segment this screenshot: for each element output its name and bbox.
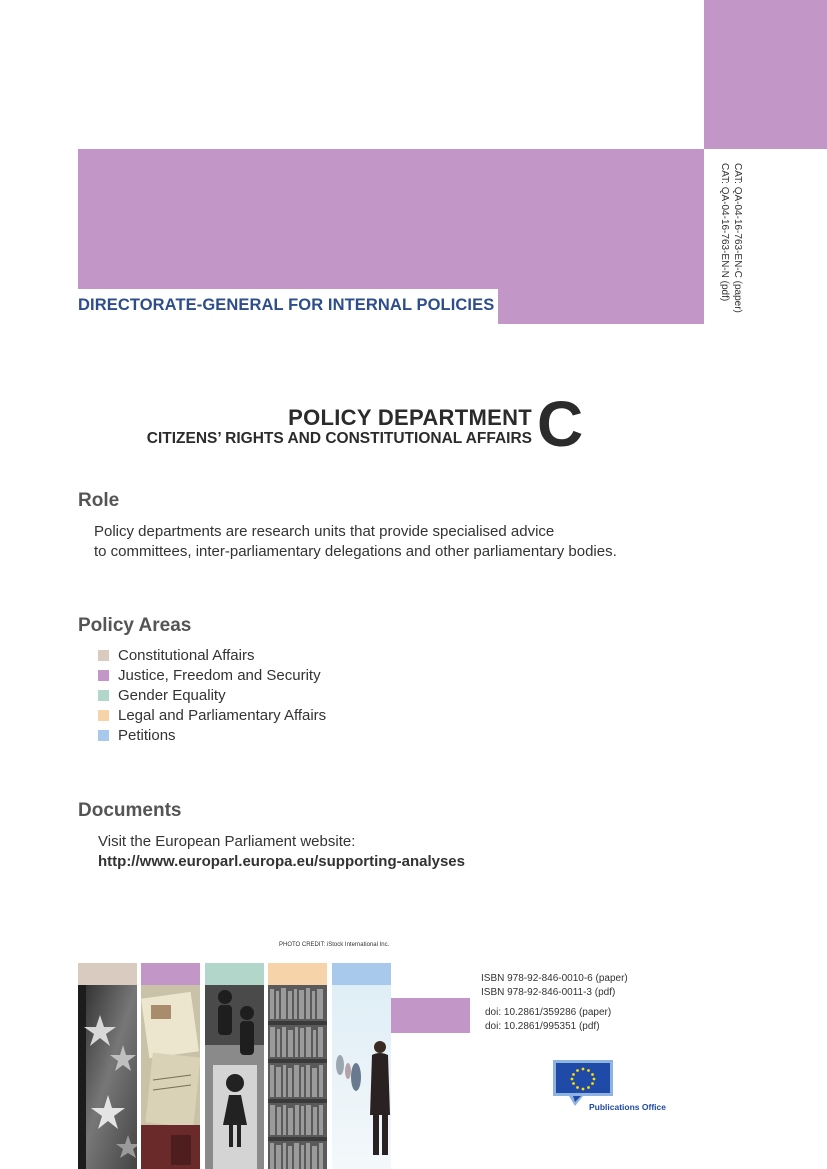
doi-paper: doi: 10.2861/359286 (paper) [485, 1007, 612, 1018]
identifier-accent-block [391, 998, 470, 1033]
policy-area-item [98, 726, 326, 746]
color-square-icon [98, 690, 109, 701]
documents-intro: Visit the European Parliament website: [98, 833, 356, 850]
crowd-photo [332, 985, 391, 1169]
policy-area-label: Justice, Freedom and Security [118, 667, 321, 684]
policy-area-item [98, 646, 326, 666]
doi-pdf: doi: 10.2861/995351 (pdf) [485, 1020, 600, 1032]
role-description [94, 522, 694, 562]
policy-area-label: Legal and Parliamentary Affairs [118, 707, 327, 724]
photo-strip-legal [268, 963, 327, 1169]
photo-strip-justice [141, 963, 200, 1169]
photo-strip-petitions [332, 963, 391, 1169]
policy-area-label: Petitions [118, 727, 176, 744]
color-square-icon [98, 650, 109, 661]
policy-area-item [98, 666, 326, 686]
color-square-icon [98, 730, 109, 741]
strip-color-cap [205, 963, 264, 985]
decorative-corner-block [704, 0, 827, 149]
documents-text [98, 832, 465, 872]
policy-department-subtitle: CITIZENS’ RIGHTS AND CONSTITUTIONAL AFFAIRS [146, 430, 532, 447]
isbn-paper: ISBN 978-92-846-0010-6 (paper) [481, 973, 628, 984]
role-line-2: to committees, inter-parliamentary delegations and other parliamentary bodies. [94, 543, 617, 560]
policy-department-title: POLICY DEPARTMENT [288, 405, 532, 430]
header-banner-tail [498, 289, 704, 324]
cat-number-pdf: CAT: QA-04-16-763-EN-N (pdf) [719, 163, 730, 302]
passport-photo [141, 985, 200, 1169]
photo-credit: PHOTO CREDIT: iStock International Inc. [279, 942, 390, 948]
stars-photo [78, 985, 137, 1169]
strip-color-cap [141, 963, 200, 985]
bookshelf-photo [268, 985, 327, 1169]
role-line-1: Policy departments are research units that provide specialised advice [94, 523, 555, 540]
figures-photo [205, 985, 264, 1169]
strip-color-cap [332, 963, 391, 985]
role-heading: Role [78, 490, 120, 511]
photo-strip-constitutional [78, 963, 137, 1169]
publications-office-logo [553, 1060, 673, 1114]
photo-strip-gender [205, 963, 264, 1169]
color-square-icon [98, 670, 109, 681]
department-letter: C [537, 388, 584, 460]
identifiers [481, 972, 628, 1033]
policy-area-label: Gender Equality [118, 687, 226, 704]
policy-areas-heading: Policy Areas [78, 615, 192, 636]
strip-color-cap [268, 963, 327, 985]
directorate-title: DIRECTORATE-GENERAL FOR INTERNAL POLICIES [78, 296, 495, 314]
documents-heading: Documents [78, 800, 182, 821]
catalogue-numbers [708, 163, 748, 323]
cat-number-paper: CAT: QA-04-16-763-EN-C (paper) [732, 163, 743, 313]
isbn-pdf: ISBN 978-92-846-0011-3 (pdf) [481, 986, 616, 998]
strip-color-cap [78, 963, 137, 985]
header-banner [78, 149, 704, 289]
policy-area-label: Constitutional Affairs [118, 647, 255, 664]
publisher-name: Publications Office [589, 1102, 666, 1112]
documents-link[interactable]: http://www.europarl.europa.eu/supporting-analyses [98, 853, 465, 870]
policy-area-item [98, 706, 326, 726]
policy-areas-list [98, 646, 326, 746]
color-square-icon [98, 710, 109, 721]
policy-area-item [98, 686, 326, 706]
